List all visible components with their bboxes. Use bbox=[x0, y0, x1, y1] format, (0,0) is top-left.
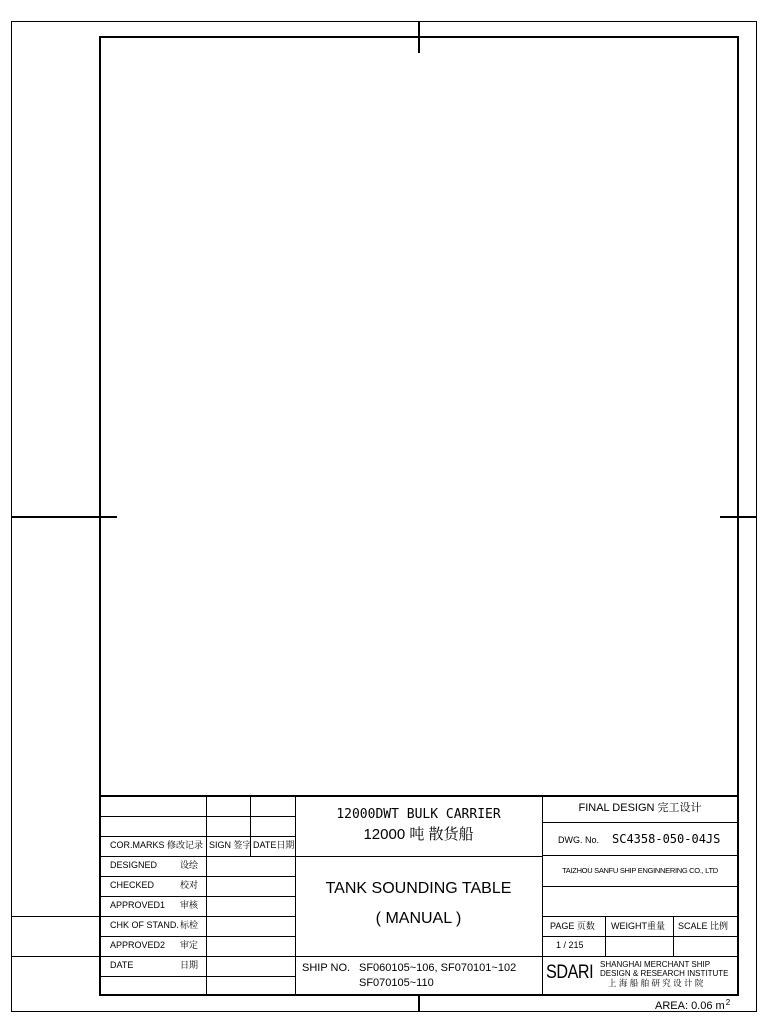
dwg-no: SC4358-050-04JS bbox=[612, 832, 721, 846]
ship-no-label: SHIP NO. bbox=[302, 962, 351, 974]
builder-name: TAIZHOU SANFU SHIP ENGINNERING CO., LTD bbox=[562, 866, 718, 875]
rule bbox=[100, 836, 295, 837]
scale-label: SCALE 比例 bbox=[678, 921, 729, 931]
rule bbox=[11, 916, 295, 917]
institute-name-cn: 上 海 船 舶 研 究 设 计 院 bbox=[608, 978, 704, 988]
rule bbox=[295, 956, 542, 957]
rule bbox=[542, 855, 738, 856]
signoff-label-approved2-cn: 审定 bbox=[180, 940, 199, 950]
signoff-label-checked-cn: 校对 bbox=[180, 880, 199, 890]
rule bbox=[100, 976, 295, 977]
rule bbox=[542, 956, 738, 957]
rule bbox=[542, 916, 738, 917]
area-unit-superscript: 2 bbox=[725, 998, 731, 1007]
rule bbox=[542, 796, 543, 995]
institute-name-en-1: SHANGHAI MERCHANT SHIP bbox=[600, 960, 711, 969]
ship-no-line2: SF070105~110 bbox=[359, 977, 434, 989]
signoff-label-date-cn: 日期 bbox=[180, 960, 199, 970]
drawing-title: TANK SOUNDING TABLE bbox=[325, 880, 512, 897]
drawing-frame bbox=[99, 36, 739, 996]
rule bbox=[542, 822, 738, 823]
rule bbox=[100, 896, 295, 897]
design-stage: FINAL DESIGN 完工设计 bbox=[578, 802, 702, 814]
cor-marks-header: COR.MARKS 修改记录 bbox=[110, 840, 204, 850]
institute-name-en-2: DESIGN & RESEARCH INSTITUTE bbox=[600, 969, 729, 978]
signoff-label-chk-stand: CHK OF STAND. bbox=[110, 920, 179, 930]
signoff-label-chk-stand-cn: 标检 bbox=[180, 920, 199, 930]
area-value: AREA: 0.06 m bbox=[655, 1000, 725, 1012]
date-header: DATE日期 bbox=[253, 840, 295, 850]
rule bbox=[295, 856, 542, 857]
center-mark-right bbox=[720, 516, 757, 518]
rule bbox=[100, 936, 295, 937]
ship-name-cn: 12000 吨 散货船 bbox=[363, 826, 474, 843]
drawing-subtitle: ( MANUAL ) bbox=[375, 910, 462, 927]
signoff-label-designed: DESIGNED bbox=[110, 860, 158, 870]
dwg-no-label: DWG. No. bbox=[558, 835, 600, 845]
center-mark-left bbox=[11, 516, 117, 518]
rule bbox=[11, 956, 295, 957]
weight-label: WEIGHT重量 bbox=[611, 921, 665, 931]
rule bbox=[100, 856, 295, 857]
rule bbox=[100, 816, 295, 817]
area-label bbox=[655, 999, 730, 1012]
signoff-label-approved1: APPROVED1 bbox=[110, 900, 166, 910]
rule bbox=[542, 886, 738, 887]
page-label: PAGE 页数 bbox=[550, 921, 595, 931]
ship-name-en: 12000DWT BULK CARRIER bbox=[336, 807, 501, 822]
institute-logo: SDARI bbox=[546, 962, 594, 983]
center-mark-top bbox=[418, 21, 420, 53]
signoff-label-checked: CHECKED bbox=[110, 880, 155, 890]
center-mark-bottom bbox=[418, 996, 420, 1012]
rule bbox=[542, 936, 738, 937]
signoff-label-approved2: APPROVED2 bbox=[110, 940, 166, 950]
signoff-label-designed-cn: 设绘 bbox=[180, 860, 199, 870]
title-block-top bbox=[99, 795, 739, 797]
signoff-label-date: DATE bbox=[110, 960, 134, 970]
ship-no-line1: SF060105~106, SF070101~102 bbox=[359, 962, 517, 974]
page-value: 1 / 215 bbox=[556, 940, 584, 950]
sign-header: SIGN 签字 bbox=[209, 840, 252, 850]
rule bbox=[100, 876, 295, 877]
signoff-label-approved1-cn: 审核 bbox=[180, 900, 199, 910]
